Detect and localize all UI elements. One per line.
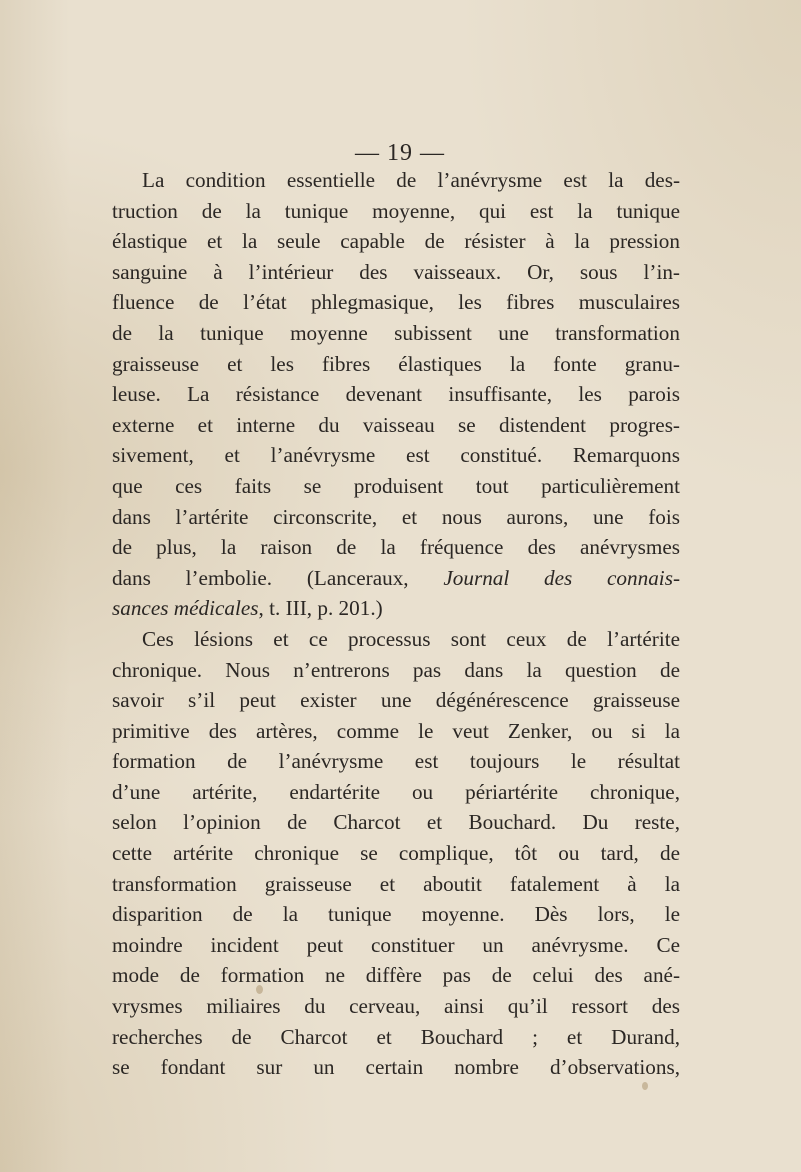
paragraph-2 xyxy=(112,624,680,1083)
text-line: leuse. La résistance devenant insuffisante, les parois xyxy=(112,382,680,407)
journal-title: Journal des connais- xyxy=(443,565,680,590)
text-line: fluence de l’état phlegmasique, les fibres musculaires xyxy=(112,290,680,315)
text-line: moindre incident peut constituer un anévrysme. Ce xyxy=(112,932,680,957)
text-line: vrysmes miliaires du cerveau, ainsi qu’il ressort des xyxy=(112,994,680,1019)
text-line: transformation graisseuse et aboutit fatalement à la xyxy=(112,871,680,896)
page-number: — 19 — xyxy=(355,140,445,166)
journal-title: sances médicales xyxy=(112,596,259,621)
text-line: sivement, et l’anévrysme est constitué. Remarquons xyxy=(112,443,680,468)
text-line-citation-end xyxy=(112,593,680,624)
body-text xyxy=(112,165,680,1083)
text-line: recherches de Charcot et Bouchard ; et Durand, xyxy=(112,1024,680,1049)
text-line: externe et interne du vaisseau se distendent progres- xyxy=(112,412,680,437)
text-line: graisseuse et les fibres élastiques la fonte granu- xyxy=(112,351,680,376)
text-line: La condition essentielle de l’anévrysme est la des- xyxy=(142,168,680,192)
text-line: d’une artérite, endartérite ou périartérite chronique, xyxy=(112,779,680,804)
text-line: de plus, la raison de la fréquence des anévrysmes xyxy=(112,535,680,560)
text-line: cette artérite chronique se complique, tôt ou tard, de xyxy=(112,841,680,866)
citation-reference: , t. III, p. 201.) xyxy=(258,596,383,621)
text-line: selon l’opinion de Charcot et Bouchard. Du reste, xyxy=(112,810,680,835)
text-segment: dans l’embolie. (Lanceraux, xyxy=(112,565,444,590)
text-line: de la tunique moyenne subissent une transformation xyxy=(112,320,680,345)
text-line: mode de formation ne diffère pas de celui des ané- xyxy=(112,963,680,988)
text-line: disparition de la tunique moyenne. Dès lors, le xyxy=(112,902,680,927)
paragraph-1 xyxy=(112,165,680,624)
paper-stain-mark xyxy=(642,1082,648,1090)
text-line: Ces lésions et ce processus sont ceux de l’artérite xyxy=(142,626,680,651)
text-line: sanguine à l’intérieur des vaisseaux. Or, sous l’in- xyxy=(112,259,680,284)
text-line: que ces faits se produisent tout particulièrement xyxy=(112,473,680,498)
text-line: primitive des artères, comme le veut Zenker, ou si la xyxy=(112,718,680,743)
text-line: dans l’artérite circonscrite, et nous aurons, une fois xyxy=(112,504,680,529)
text-line-with-citation xyxy=(112,563,680,594)
text-line: chronique. Nous n’entrerons pas dans la question de xyxy=(112,657,680,682)
text-line: truction de la tunique moyenne, qui est la tunique xyxy=(112,198,680,223)
text-line: formation de l’anévrysme est toujours le résultat xyxy=(112,749,680,774)
text-line: savoir s’il peut exister une dégénérescence graisseuse xyxy=(112,688,680,713)
text-line: élastique et la seule capable de résister à la pression xyxy=(112,229,680,254)
text-line: se fondant sur un certain nombre d’observations, xyxy=(112,1055,680,1080)
